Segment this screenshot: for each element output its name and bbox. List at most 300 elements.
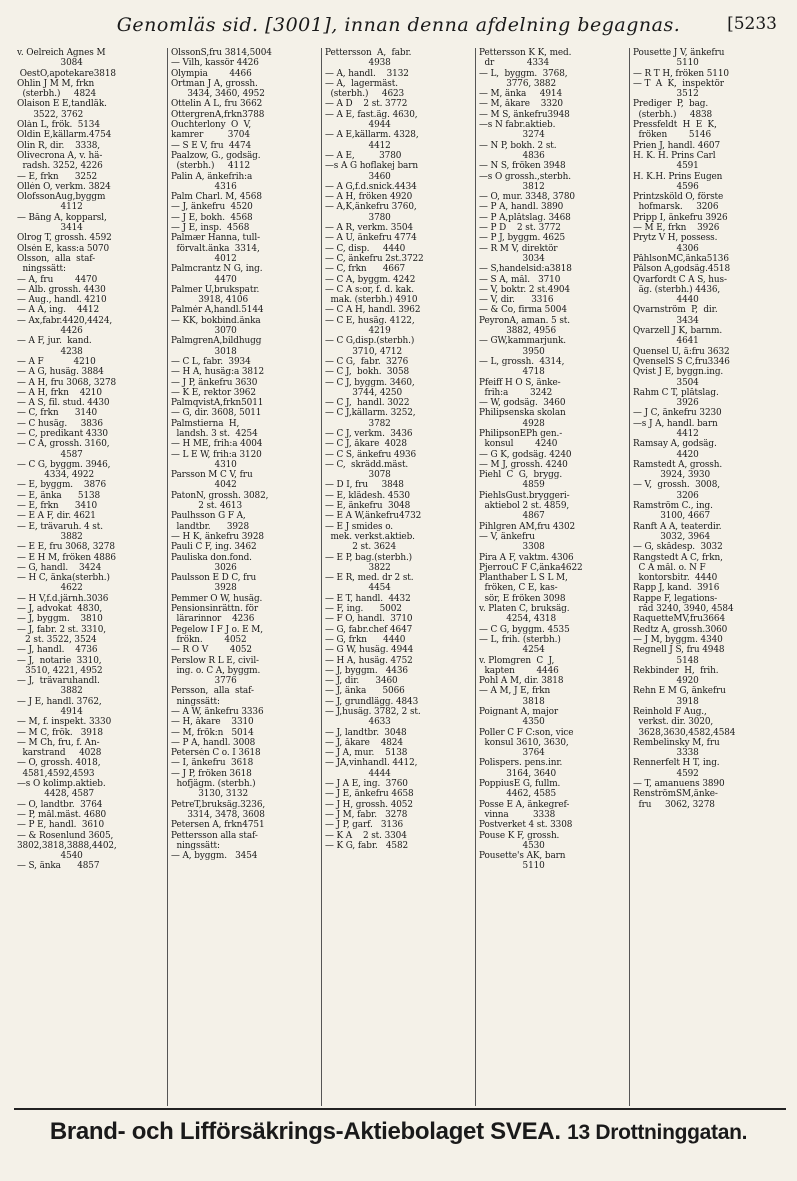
directory-entry: 3522, 3762	[17, 109, 84, 120]
directory-entry: Palm Charl. M, 4568	[171, 192, 262, 203]
directory-entry: — H ME, frih:a 4004	[171, 439, 263, 450]
directory-entry: 3026	[171, 562, 237, 573]
directory-entry: C A mål. o. N F	[633, 562, 706, 573]
directory-entry: RenströmSM,änke-	[633, 789, 718, 800]
directory-entry: Olivecrona A, v. hä-	[17, 150, 103, 161]
directory-entry: 3308	[479, 542, 545, 553]
directory-entry: Pensionsinrättn. för	[171, 604, 258, 615]
directory-entry: — P A, handl. 3008	[171, 737, 256, 748]
directory-entry: Olympia 4466	[171, 68, 252, 79]
directory-entry: OlssonS,fru 3814,5004	[171, 48, 272, 58]
directory-column-2	[168, 48, 322, 1106]
directory-entry: 4254	[479, 645, 545, 656]
directory-entry: 3460	[325, 171, 391, 182]
directory-entry: — C J, bokh. 3058	[325, 367, 410, 378]
directory-entry: — E, byggm. 3876	[17, 480, 107, 491]
directory-entry: 3924, 3930	[633, 470, 711, 481]
directory-entry: — A F, jur. kand.	[17, 336, 92, 347]
directory-entry: — A, lagermäst.	[325, 78, 398, 89]
directory-entry: 3882, 4956	[479, 326, 557, 337]
directory-entry: OlofssonAug,byggm	[17, 192, 106, 203]
directory-entry: 4928	[479, 418, 545, 429]
directory-entry: — H, åkare 3310	[171, 717, 254, 728]
directory-entry: — W, godsäg. 3460	[479, 398, 566, 409]
directory-entry: fröken 5146	[633, 130, 712, 141]
directory-entry: 3434, 3460, 4952	[171, 89, 265, 100]
directory-entry: — M Ch, fru, f. An-	[17, 737, 100, 748]
directory-entry: —s O kolimp.aktieb.	[17, 779, 106, 790]
directory-entry: — S A, mål. 3710	[479, 274, 561, 285]
directory-entry: 3130, 3132	[171, 789, 249, 800]
directory-entry: 4306	[633, 243, 699, 254]
directory-entry: — A E, 3780	[325, 150, 402, 161]
directory-entry: — P E, handl. 3610	[17, 820, 105, 831]
advertisement-address: 13 Drottninggatan.	[567, 1121, 748, 1144]
directory-entry: 3950	[479, 346, 545, 357]
directory-entry: — E, klädesh. 4530	[325, 490, 410, 501]
directory-entry: — R M V, direktör	[479, 243, 558, 254]
directory-entry: 3504	[633, 377, 699, 388]
directory-entry: 3512	[633, 89, 699, 100]
directory-entry: 2 st. 3624	[325, 542, 397, 553]
directory-entry: 4112	[17, 202, 83, 213]
directory-entry: — J E, handl. 3762,	[17, 696, 102, 707]
directory-entry: — M, frök:n 5014	[171, 727, 254, 738]
directory-entry: 3780	[325, 212, 391, 223]
directory-entry: 3100, 4667	[633, 511, 711, 522]
directory-entry: — H K, änkefru 3928	[171, 531, 264, 542]
directory-entry: 3776	[171, 676, 237, 687]
directory-entry: — G W, husäg. 4944	[325, 645, 414, 656]
directory-entry: — E R, med. dr 2 st.	[325, 573, 414, 584]
directory-entry: 3034	[479, 253, 545, 264]
directory-entry: verkst. dir. 3020,	[633, 717, 714, 728]
directory-entry: PalmgrenA,bildhugg	[171, 336, 262, 347]
directory-entry: 5110	[479, 861, 545, 872]
directory-entry: Olsén E, kass:a 5070	[17, 243, 110, 254]
directory-entry: 4444	[325, 768, 391, 779]
directory-entry: 5110	[633, 58, 699, 69]
directory-entry: Pettersson alla staf-	[171, 830, 258, 841]
directory-entry: — V, grossh. 3008,	[633, 480, 720, 491]
directory-entry: — C J, byggm. 3460,	[325, 377, 415, 388]
directory-entry: — E T, handl. 4432	[325, 593, 411, 604]
directory-entry: Petersén C o. I 3618	[171, 748, 261, 759]
directory-entry: Ollén O, verkm. 3824	[17, 181, 111, 192]
directory-entry: Qvarfordt C A S, hus-	[633, 274, 727, 285]
directory-entry: Pira A F, vaktm. 4306	[479, 552, 574, 563]
directory-entry: — JA,vinhandl. 4412,	[325, 758, 418, 769]
directory-entry: — S E V, fru 4474	[171, 140, 252, 151]
directory-entry: råd 3240, 3940, 4584	[633, 604, 734, 615]
directory-entry: 4470	[171, 274, 237, 285]
directory-entry: — C A H, handl. 3962	[325, 305, 421, 316]
directory-entry: — J, grundlägg. 4843	[325, 696, 419, 707]
directory-entry: Philipsenska skolan	[479, 408, 566, 419]
directory-entry: — A E, fast.äg. 4630,	[325, 109, 418, 120]
directory-entry: 4540	[17, 851, 83, 862]
directory-entry: Palmer U,brukspatr.	[171, 284, 260, 295]
directory-entry: — O, grossh. 4018,	[17, 758, 101, 769]
directory-entry: 4412	[325, 140, 391, 151]
directory-entry: — J, änka 5066	[325, 686, 405, 697]
directory-entry: 4254, 4318	[479, 614, 557, 625]
directory-entry: — Ax,fabr.4420,4424,	[17, 315, 113, 326]
directory-entry: — C J,källarm. 3252,	[325, 408, 416, 419]
directory-entry: — J, trävaruhandl.	[17, 676, 100, 687]
directory-entry: — J M, byggm. 4340	[633, 634, 723, 645]
directory-column-1	[14, 48, 168, 1106]
directory-entry: 3274	[479, 130, 545, 141]
directory-entry: — C J, handl. 3022	[325, 398, 410, 409]
directory-entry: 3510, 4221, 4952	[17, 665, 103, 676]
directory-entry: karstrand 4028	[17, 748, 102, 759]
directory-entry: — J P, fröken 3618	[171, 768, 252, 779]
directory-entry: OttergrenA,frkn3788	[171, 109, 265, 120]
directory-entry: förvalt.änka 3314,	[171, 243, 260, 254]
directory-entry: 3628,3630,4582,4584	[633, 727, 736, 738]
directory-entry: 3926	[633, 398, 699, 409]
directory-entry: Prediger P, bag.	[633, 99, 709, 110]
directory-entry: Olaison E E,tandläk.	[17, 99, 107, 110]
directory-entry: dr 4334	[479, 58, 550, 69]
directory-entry: v. Plomgren C J,	[479, 655, 555, 666]
directory-entry: Ouchterlony O V,	[171, 120, 252, 131]
directory-entry: — J H, grossh. 4052	[325, 799, 413, 810]
directory-entry: 4587	[17, 449, 83, 460]
directory-entry: 4633	[325, 717, 391, 728]
directory-entry: H. K.H. Prins Eugen	[633, 171, 723, 182]
directory-entry: — C, predikant 4330	[17, 428, 108, 439]
directory-entry: — E P, bag.(sterbh.)	[325, 552, 413, 563]
directory-entry: kamrer 3704	[171, 130, 250, 141]
directory-entry: — & Rosenlund 3605,	[17, 830, 114, 841]
directory-entry: — F, ing. 5002	[325, 604, 402, 615]
directory-entry: Pemmer O W, husäg.	[171, 593, 263, 604]
directory-entry: Pettersson K K, med.	[479, 48, 572, 58]
directory-entry: Rehn E M G, änkefru	[633, 686, 726, 697]
directory-entry: fröken, C E, kas-	[479, 583, 558, 594]
directory-entry: — C husäg. 3836	[17, 418, 103, 429]
directory-entry: ningssätt:	[171, 696, 220, 707]
page-number: [5233	[727, 14, 777, 34]
directory-entry: 4350	[479, 717, 545, 728]
directory-entry: 4042	[171, 480, 237, 491]
directory-entry: Perslow R L E, civil-	[171, 655, 259, 666]
directory-entry: Rahm C T, plåtslag.	[633, 387, 719, 398]
directory-entry: — E H M, fröken 4886	[17, 552, 116, 563]
directory-entry: 4310	[171, 459, 237, 470]
directory-entry: Pripp I, änkefru 3926	[633, 212, 728, 223]
directory-entry: (sterbh.) 4824	[17, 89, 97, 100]
directory-entry: 3018	[171, 346, 237, 357]
directory-entry: — A H, fru 3068, 3278	[17, 377, 117, 388]
directory-entry: 3314, 3478, 3608	[171, 809, 265, 820]
directory-entry: 4920	[633, 676, 699, 687]
directory-entry: PhilipsonEPh gen.-	[479, 428, 563, 439]
directory-entry: — V, boktr. 2 st.4904	[479, 284, 570, 295]
directory-entry: 4718	[479, 367, 545, 378]
directory-entry: — Alb. grossh. 4430	[17, 284, 106, 295]
directory-entry: — J, advokat 4830,	[17, 604, 103, 615]
directory-entry: — J, byggm. 4436	[325, 665, 408, 676]
directory-column-3	[322, 48, 476, 1106]
directory-entry: hofmarsk. 3206	[633, 202, 719, 213]
directory-entry: — P A,plåtslag. 3468	[479, 212, 571, 223]
directory-entry: Olrog T, grossh. 4592	[17, 233, 112, 244]
directory-entry: 3928	[171, 583, 237, 594]
directory-entry: OestO,apotekare3818	[17, 68, 116, 79]
directory-entry: äg. (sterbh.) 4436,	[633, 284, 721, 295]
directory-entry: — C A, byggm. 4242	[325, 274, 416, 285]
directory-entry: Rangstedt A C, frkn,	[633, 552, 723, 563]
directory-entry: — O, landtbr. 3764	[17, 799, 103, 810]
directory-entry: 3032, 3964	[633, 531, 711, 542]
directory-entry: vinna 3338	[479, 809, 556, 820]
directory-entry: — C, änkefru 2st.3722	[325, 253, 424, 264]
directory-entry: — A H, frkn 4210	[17, 387, 102, 398]
directory-entry: Pauli C F, ing. 3462	[171, 542, 257, 553]
directory-entry: — J P, änkefru 3630	[171, 377, 258, 388]
directory-entry: 3434	[633, 315, 699, 326]
directory-entry: — E A W,änkefru4732	[325, 511, 422, 522]
directory-entry: 3882	[17, 686, 83, 697]
directory-entry: PoppiusE G, fullm.	[479, 779, 561, 790]
directory-entry: PetreT,bruksäg.3236,	[171, 799, 266, 810]
directory-entry: — A F 4210	[17, 356, 96, 367]
directory-entry: — C, skrädd.mäst.	[325, 459, 409, 470]
directory-entry: 4316	[171, 181, 237, 192]
directory-entry: Qvarzell J K, barnm.	[633, 326, 723, 337]
directory-entry: Oldin E,källarm.4754	[17, 130, 112, 141]
directory-entry: — J M, fabr. 3278	[325, 809, 408, 820]
directory-entry: — E, frkn 3410	[17, 501, 98, 512]
directory-entry: — M S, änkefru3948	[479, 109, 570, 120]
directory-entry: — C A s:or, f. d. kak.	[325, 284, 414, 295]
directory-entry: 4428, 4587	[17, 789, 95, 800]
directory-entry: Pohl A M, dir. 3818	[479, 676, 564, 687]
directory-entry: Pouse K F, grossh.	[479, 830, 560, 841]
directory-entry: — P D 2 st. 3772	[479, 223, 561, 234]
directory-entry: — M, änka 4914	[479, 89, 562, 100]
directory-entry: — L E W, frih:a 3120	[171, 449, 262, 460]
directory-entry: Ottelin A L, fru 3662	[171, 99, 263, 110]
directory-entry: 4596	[633, 181, 699, 192]
directory-entry: — V, dir. 3316	[479, 295, 554, 306]
directory-entry: — R T H, fröken 5110	[633, 68, 729, 79]
directory-entry: — J, fabr. 2 st. 3310,	[17, 624, 106, 635]
directory-entry: — J C, änkefru 3230	[633, 408, 722, 419]
directory-entry: 3918, 4106	[171, 295, 249, 306]
directory-entry: Ramström C., ing.	[633, 501, 713, 512]
directory-entry: 3206	[633, 490, 699, 501]
directory-entry: PatonN, grossh. 3082,	[171, 490, 269, 501]
directory-entry: PeyronA, aman. 5 st.	[479, 315, 570, 326]
directory-entry: 3084	[17, 58, 83, 69]
directory-entry: mak. (sterbh.) 4910	[325, 295, 418, 306]
directory-entry: Pihlgren AM,fru 4302	[479, 521, 576, 532]
directory-entry: 4530	[479, 840, 545, 851]
directory-entry: mek. verkst.aktieb.	[325, 531, 415, 542]
directory-entry: 4914	[17, 707, 83, 717]
directory-entry: — P A, handl. 3890	[479, 202, 564, 213]
directory-entry: Poignant A, major	[479, 707, 558, 717]
directory-entry: Poller C F C:son, vice	[479, 727, 574, 738]
directory-entry: (sterbh.) 4838	[633, 109, 713, 120]
directory-entry: — K G, fabr. 4582	[325, 840, 409, 851]
directory-entry: — C, frkn 3140	[17, 408, 98, 419]
directory-entry: 3744, 4250	[325, 387, 403, 398]
directory-entry: — C, frkn 4667	[325, 264, 406, 275]
directory-entry: 4412	[633, 428, 699, 439]
directory-entry: 3414	[17, 223, 83, 234]
directory-entry: v. Platen C, bruksäg.	[479, 604, 570, 615]
directory-entry: —s O grossh.,sterbh.	[479, 171, 571, 182]
directory-entry: — J, notarie 3310,	[17, 655, 102, 666]
directory-entry: 3764	[479, 748, 545, 759]
directory-entry: 3918	[633, 696, 699, 707]
directory-entry: Redtz A, grossh.3060	[633, 624, 728, 635]
directory-entry: — G, skådesp. 3032	[633, 542, 723, 553]
directory-entry: Pålson A,godsäg.4518	[633, 264, 731, 275]
directory-entry: — L, byggm. 3768,	[479, 68, 568, 79]
directory-entry: — G, dir. 3608, 5011	[171, 408, 262, 419]
directory-entry: PiehlsGust.bryggeri-	[479, 490, 570, 501]
directory-entry: H. K. H. Prins Carl	[633, 150, 716, 161]
directory-entry: — N S, fröken 3948	[479, 161, 566, 172]
directory-entry: 4426	[17, 326, 83, 337]
directory-entry: — J E, änkefru 4658	[325, 789, 414, 800]
directory-entry: 4859	[479, 480, 545, 491]
directory-entry: — K A 2 st. 3304	[325, 830, 407, 841]
directory-entry: — E, trävaruh. 4 st.	[17, 521, 103, 532]
directory-entry: Ranft A A, teaterdir.	[633, 521, 722, 532]
directory-entry: Qvarnström P, dir.	[633, 305, 718, 316]
directory-entry: —s N fabr.aktieb.	[479, 120, 556, 131]
directory-entry: Rembelinsky M, fru	[633, 737, 720, 748]
directory-entry: Olsson, alla staf-	[17, 253, 96, 264]
directory-entry: — C G, byggm. 4535	[479, 624, 570, 635]
directory-entry: 3164, 3640	[479, 768, 557, 779]
directory-entry: konsul 3610, 3630,	[479, 737, 569, 748]
directory-entry: 4238	[17, 346, 83, 357]
directory-entry: — GW,kammarjunk.	[479, 336, 566, 347]
directory-entry: 4462, 4585	[479, 789, 557, 800]
directory-entry: Persson, alla staf-	[171, 686, 254, 697]
directory-entry: — O, mur. 3348, 3780	[479, 192, 575, 203]
directory-entry: — Aug., handl. 4210	[17, 295, 107, 306]
directory-entry: — G, handl. 3424	[17, 562, 102, 573]
directory-entry: 3070	[171, 326, 237, 337]
directory-entry: 4592	[633, 768, 699, 779]
directory-entry: Ramstedt A, grossh.	[633, 459, 723, 470]
directory-entry: — H A, husäg. 4752	[325, 655, 413, 666]
directory-entry: — C G, fabr. 3276	[325, 356, 409, 367]
directory-entry: — E E, fru 3068, 3278	[17, 542, 115, 553]
directory-entry: Pegelow I F J o. E M,	[171, 624, 263, 635]
directory-entry: — L, grossh. 4314,	[479, 356, 565, 367]
directory-entry: Rappe F, legations-	[633, 593, 718, 604]
advertisement-divider	[14, 1108, 786, 1110]
directory-entry: — V, änkefru	[479, 531, 535, 542]
directory-entry: 4334, 4922	[17, 470, 95, 481]
directory-entry: — P, mål.mäst. 4680	[17, 809, 107, 820]
directory-entry: 4420	[633, 449, 699, 460]
directory-entry: — C G,disp.(sterbh.)	[325, 336, 415, 347]
directory-entry: Reinhold F Aug.,	[633, 707, 707, 717]
directory-entry: Prytz V H, possess.	[633, 233, 718, 244]
directory-entry: — A G,f.d.snick.4434	[325, 181, 417, 192]
directory-entry: Palmér A,handl.5144	[171, 305, 264, 316]
directory-entry: — J, landtbr. 3048	[325, 727, 407, 738]
directory-entry: — G, frkn 4440	[325, 634, 406, 645]
directory-entry: ing. o. C A, byggm.	[171, 665, 261, 676]
directory-entry: landtbr. 3928	[171, 521, 250, 532]
directory-entry: — S,handelsid:a3818	[479, 264, 572, 275]
directory-entry: — G K, godsäg. 4240	[479, 449, 572, 460]
directory-entry: — J,husäg. 3782, 2 st.	[325, 707, 421, 717]
directory-entry: — M, åkare 3320	[479, 99, 563, 110]
directory-entry: — M C, frök. 3918	[17, 727, 103, 738]
directory-entry: — E, änka 5138	[17, 490, 101, 501]
directory-entry: — E J smides o.	[325, 521, 394, 532]
directory-entry: — J A, mur. 5138	[325, 748, 408, 759]
directory-entry: ningssätt:	[171, 840, 220, 851]
directory-entry: — H A, husäg:a 3812	[171, 367, 265, 378]
directory-entry: — A D 2 st. 3772	[325, 99, 408, 110]
directory-entry: — G, fabr.chef 4647	[325, 624, 413, 635]
directory-entry: PalmqvistA,frkn5011	[171, 398, 264, 409]
directory-entry: Regnell J S, fru 4948	[633, 645, 725, 656]
directory-entry: Pettersson A, fabr.	[325, 48, 412, 58]
directory-entry: 4944	[325, 120, 391, 131]
directory-entry: v. Oelreich Agnes M	[17, 48, 106, 58]
directory-entry: — J, byggm. 3810	[17, 614, 103, 625]
directory-entry: Pousette's AK, barn	[479, 851, 566, 862]
directory-entry: Rapp J, kand. 3916	[633, 583, 720, 594]
directory-entry: — C G, byggm. 3946,	[17, 459, 111, 470]
directory-entry: — A U, änkefru 4774	[325, 233, 417, 244]
directory-entry: Paulsson E D C, fru	[171, 573, 257, 584]
directory-entry: Rennerfelt H T, ing.	[633, 758, 720, 769]
directory-entry: — A, fru 4470	[17, 274, 98, 285]
directory-entry: — J, änkefru 4520	[171, 202, 253, 213]
directory-entry: 3802,3818,3888,4402,	[17, 840, 117, 851]
directory-entry: Rekbinder H, frih.	[633, 665, 719, 676]
directory-entry: — J E, insp. 4568	[171, 223, 250, 234]
directory-column-4	[476, 48, 630, 1106]
directory-entry: Pressfeldt H E K,	[633, 120, 717, 131]
directory-entry: (sterbh.) 4112	[171, 161, 251, 172]
directory-entry: 4641	[633, 336, 699, 347]
directory-entry: — A, handl. 3132	[325, 68, 409, 79]
directory-entry: — E A F, dir. 4621	[17, 511, 96, 522]
directory-entry: 3812	[479, 181, 545, 192]
directory-entry: 4581,4592,4593	[17, 768, 95, 779]
directory-entry: 3776, 3882	[479, 78, 557, 89]
directory-entry: —s J A, handl. barn	[633, 418, 718, 429]
directory-entry: PjerrouC F C,änka4622	[479, 562, 583, 573]
directory-entry: frih:a 3242	[479, 387, 553, 398]
directory-entry: Olàn L, frök. 5134	[17, 120, 100, 131]
directory-entry: — C A, grossh. 3160,	[17, 439, 110, 450]
directory-entry: Piehl C G, brygg.	[479, 470, 563, 481]
directory-entry: — C S, änkefru 4936	[325, 449, 417, 460]
directory-entry: — A W, änkefru 3336	[171, 707, 264, 717]
directory-entry: aktiebol 2 st. 4859,	[479, 501, 570, 512]
directory-entry: — C J, verkm. 3436	[325, 428, 413, 439]
directory-entry: — S, änka 4857	[17, 861, 100, 872]
